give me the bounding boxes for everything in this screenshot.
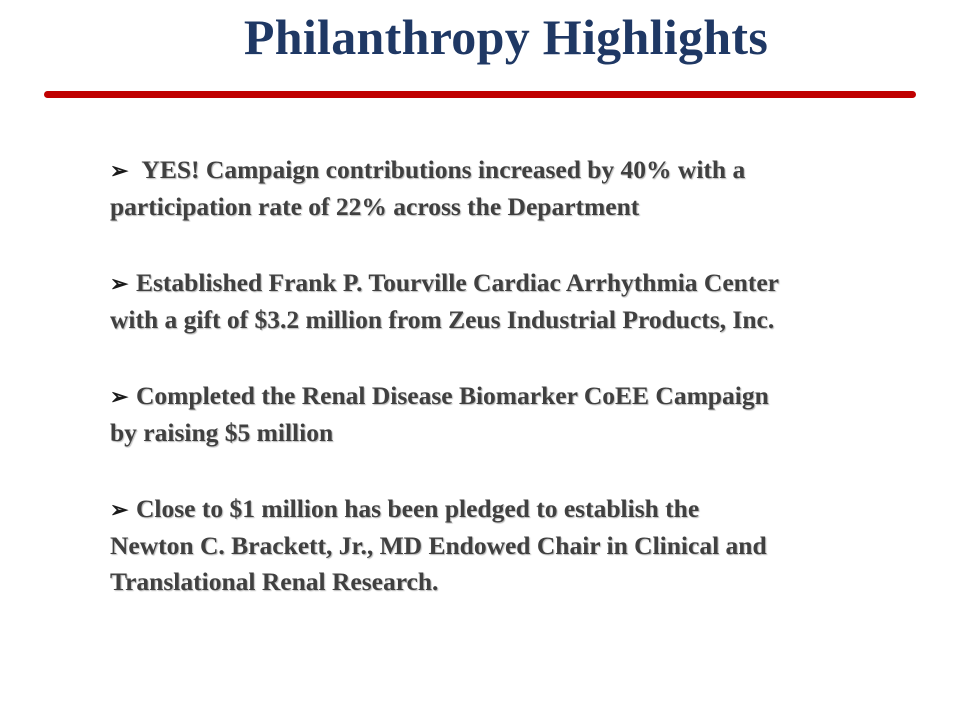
bullet-line: participation rate of 22% across the Department: [110, 192, 640, 221]
slide-title: Philanthropy Highlights: [243, 9, 769, 65]
list-item: [110, 378, 910, 451]
bullet-line: Newton C. Brackett, Jr., MD Endowed Chair in Clinical and: [110, 531, 767, 560]
bullet-text: Close to $1 million has been pledged to establish the: [136, 494, 700, 523]
bullet-line: by raising $5 million: [110, 418, 334, 447]
bullet-text: YES! Campaign contributions increased by 40% with a: [136, 155, 746, 184]
bullet-line: [110, 265, 910, 302]
arrow-bullet-icon: ➢: [110, 271, 129, 296]
bullet-line: with a gift of $3.2 million from Zeus Industrial Products, Inc.: [110, 305, 775, 334]
list-item: [110, 152, 910, 225]
bullet-line: [110, 152, 910, 189]
arrow-bullet-icon: ➢: [110, 158, 129, 183]
title-divider: [44, 91, 916, 98]
bullet-line: [110, 378, 910, 415]
arrow-bullet-icon: ➢: [110, 384, 129, 409]
list-item: [110, 491, 910, 600]
bullet-line: Translational Renal Research.: [110, 567, 439, 596]
bullet-text: Completed the Renal Disease Biomarker CoEE Campaign: [136, 381, 769, 410]
highlights-list: [110, 152, 910, 640]
bullet-text: Established Frank P. Tourville Cardiac Arrhythmia Center: [136, 268, 779, 297]
bullet-line: [110, 491, 910, 528]
list-item: [110, 265, 910, 338]
arrow-bullet-icon: ➢: [110, 497, 129, 522]
